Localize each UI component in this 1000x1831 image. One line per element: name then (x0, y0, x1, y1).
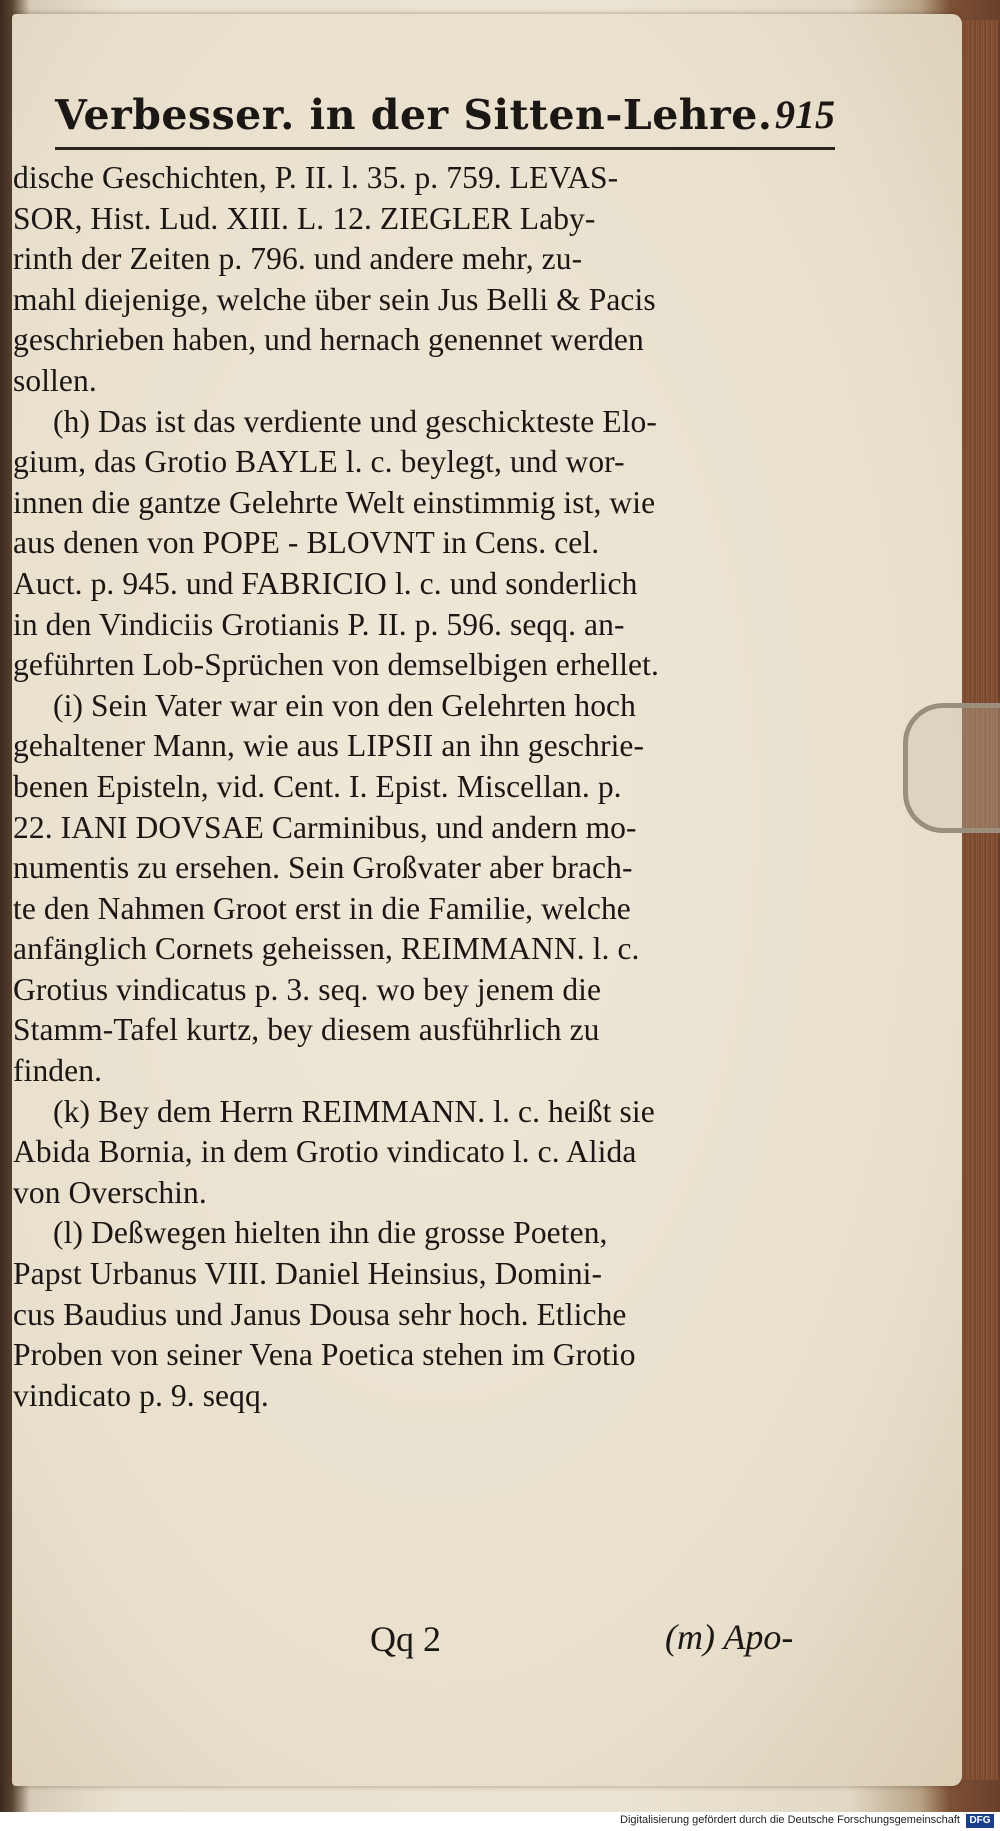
text-line: mahl diejenige, welche über sein Jus Belli & Pacis (13, 281, 656, 317)
text-line: Auct. p. 945. und FABRICIO l. c. und sonderlich (13, 565, 638, 601)
page-text-block (5, 85, 835, 1659)
body-text (13, 158, 835, 1416)
text-line: gehaltener Mann, wie aus LIPSII an ihn geschrie- (13, 728, 645, 764)
text-line: Proben von seiner Vena Poetica stehen im Grotio (13, 1337, 636, 1373)
page-number: 915 (775, 92, 835, 137)
running-title: Verbesser. in der Sitten-Lehre. (55, 91, 773, 139)
text-line: te den Nahmen Groot erst in die Familie, welche (13, 890, 631, 926)
bookmark-ribbon (903, 703, 1000, 833)
text-line: in den Vindiciis Grotianis P. II. p. 596. seqq. an- (13, 606, 625, 642)
signature-mark: Qq 2 (370, 1619, 441, 1659)
text-line: rinth der Zeiten p. 796. und andere mehr, zu- (13, 241, 583, 277)
text-line: vindicato p. 9. seqq. (13, 1377, 269, 1413)
text-line: aus denen von POPE - BLOVNT in Cens. cel. (13, 525, 600, 561)
credit-bar (0, 1812, 1000, 1831)
text-line: benen Episteln, vid. Cent. I. Epist. Miscellan. p. (13, 768, 622, 804)
text-line: finden. (13, 1053, 103, 1089)
text-line: anfänglich Cornets geheissen, REIMMANN. l. c. (13, 931, 640, 967)
text-line: numentis zu ersehen. Sein Großvater aber brach- (13, 850, 633, 886)
text-line: cus Baudius und Janus Dousa sehr hoch. Etliche (13, 1296, 627, 1332)
text-line: Stamm-Tafel kurtz, bey diesem ausführlich zu (13, 1012, 600, 1048)
text-line: von Overschin. (13, 1174, 207, 1210)
footnote-k-start: (k) Bey dem Herrn REIMMANN. l. c. heißt sie (53, 1093, 655, 1129)
footnote-l-start: (l) Deßwegen hielten ihn die grosse Poeten, (53, 1215, 608, 1251)
dfg-logo: DFG (966, 1814, 994, 1828)
text-line: Abida Bornia, in dem Grotio vindicato l. c. Alida (13, 1134, 637, 1170)
text-line: geführten Lob-Sprüchen von demselbigen erhellet. (13, 647, 659, 683)
running-header (55, 85, 835, 150)
book-fore-edge (962, 20, 998, 1780)
text-line: innen die gantze Gelehrte Welt einstimmig ist, wie (13, 484, 656, 520)
text-line: dische Geschichten, P. II. l. 35. p. 759. LEVAS- (13, 160, 619, 195)
text-line: geschrieben haben, und hernach genennet werden (13, 322, 644, 358)
credit-text: Digitalisierung gefördert durch die Deutsche Forschungsgemeinschaft (620, 1814, 960, 1826)
page-footer (5, 1610, 835, 1670)
text-line: gium, das Grotio BAYLE l. c. beylegt, und wor- (13, 444, 625, 480)
text-line: Papst Urbanus VIII. Daniel Heinsius, Domini- (13, 1256, 603, 1292)
footnote-i-start: (i) Sein Vater war ein von den Gelehrten hoch (53, 687, 636, 723)
text-line: Grotius vindicatus p. 3. seq. wo bey jenem die (13, 971, 602, 1007)
footnote-h-start: (h) Das ist das verdiente und geschickteste Elo- (53, 403, 657, 439)
catchword: (m) Apo- (665, 1617, 794, 1657)
text-line: 22. IANI DOVSAE Carminibus, und andern mo- (13, 809, 637, 845)
text-line: SOR, Hist. Lud. XIII. L. 12. ZIEGLER Laby- (13, 200, 596, 236)
text-line: sollen. (13, 362, 97, 398)
